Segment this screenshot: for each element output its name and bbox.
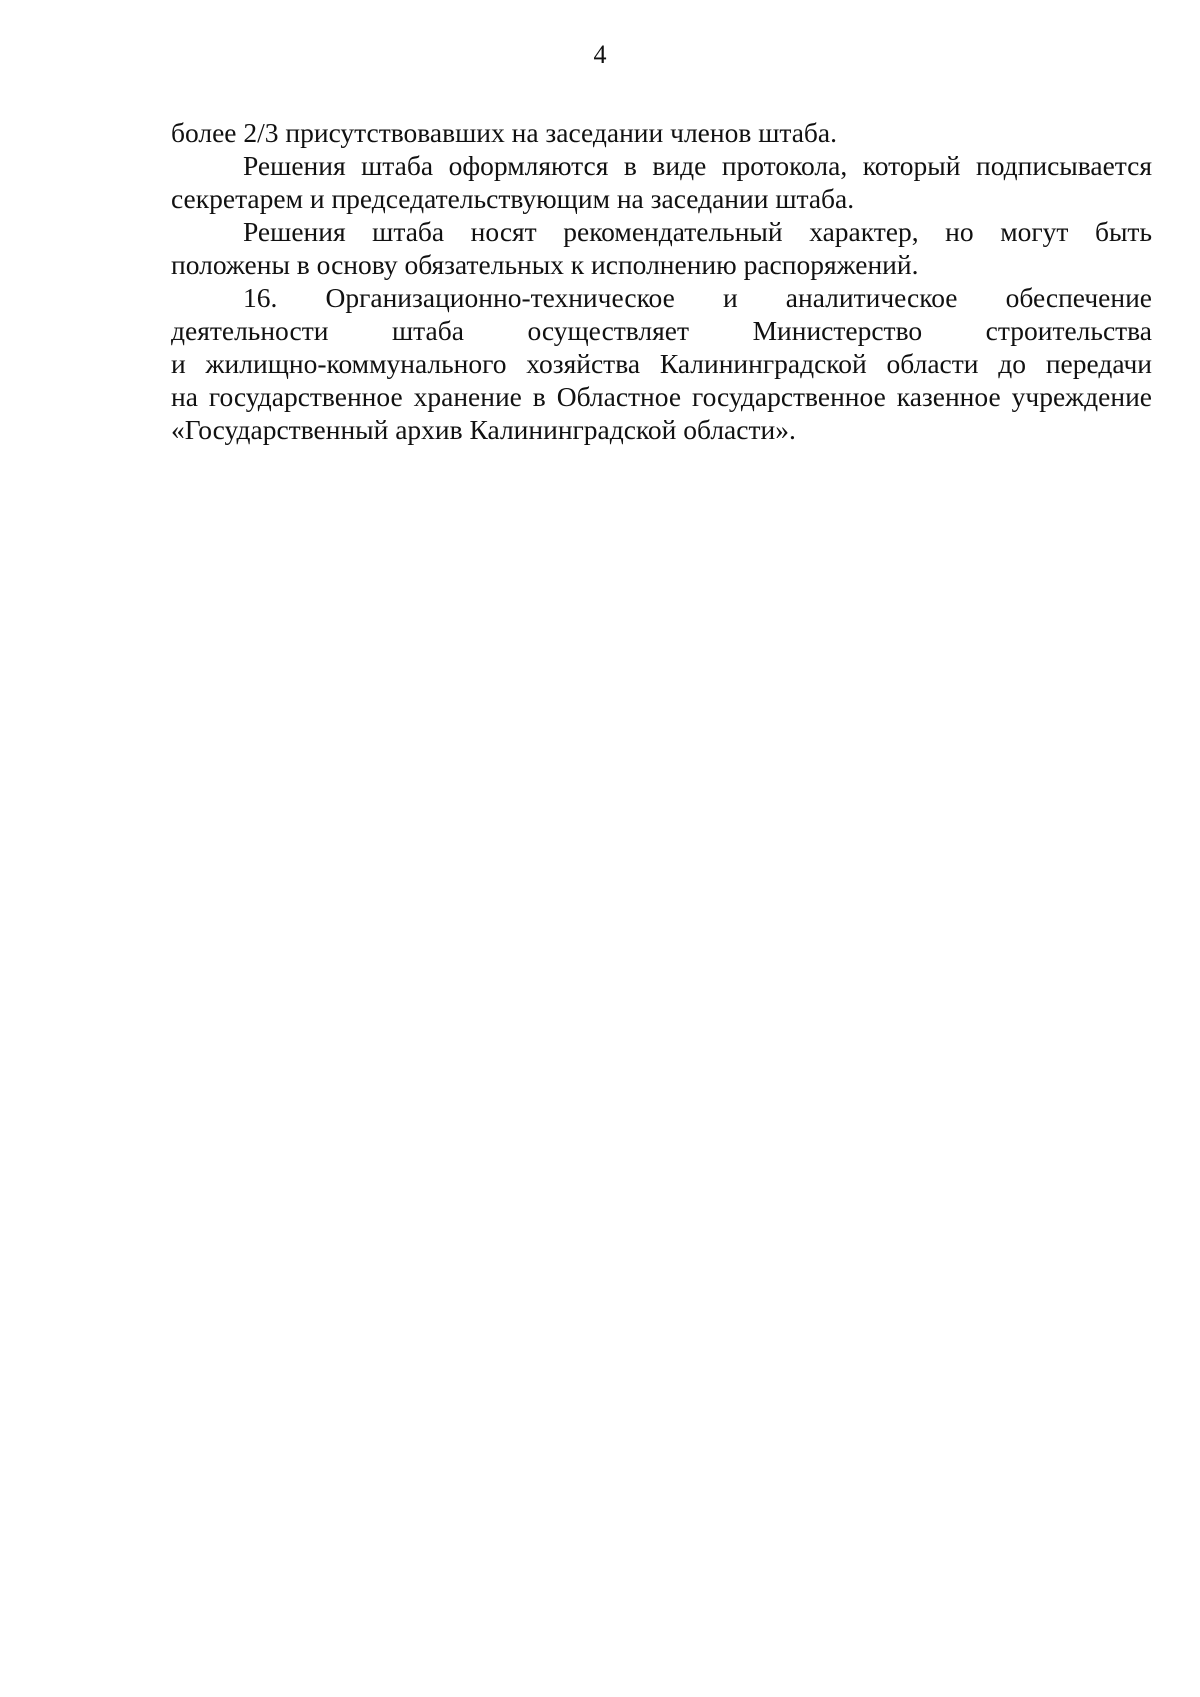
document-body — [171, 116, 1152, 446]
text-line: и жилищно-коммунального хозяйства Калининградской области до передачи — [171, 348, 1152, 379]
text-line: секретарем и председательствующим на заседании штаба. — [171, 183, 855, 214]
text-line: 16. Организационно-техническое и аналитическое обеспечение — [243, 282, 1152, 313]
text-line: деятельности штаба осуществляет Министерство строительства — [171, 315, 1152, 346]
text-line: положены в основу обязательных к исполнению распоряжений. — [171, 249, 919, 280]
text-line: Решения штаба оформляются в виде протокола, который подписывается — [243, 150, 1152, 181]
text-line: Решения штаба носят рекомендательный характер, но могут быть — [243, 216, 1152, 247]
page-number: 4 — [593, 40, 607, 69]
text-line: на государственное хранение в Областное государственное казенное учреждение — [171, 381, 1152, 412]
text-line: «Государственный архив Калининградской области». — [171, 414, 796, 445]
text-line: более 2/3 присутствовавших на заседании членов штаба. — [171, 117, 838, 148]
